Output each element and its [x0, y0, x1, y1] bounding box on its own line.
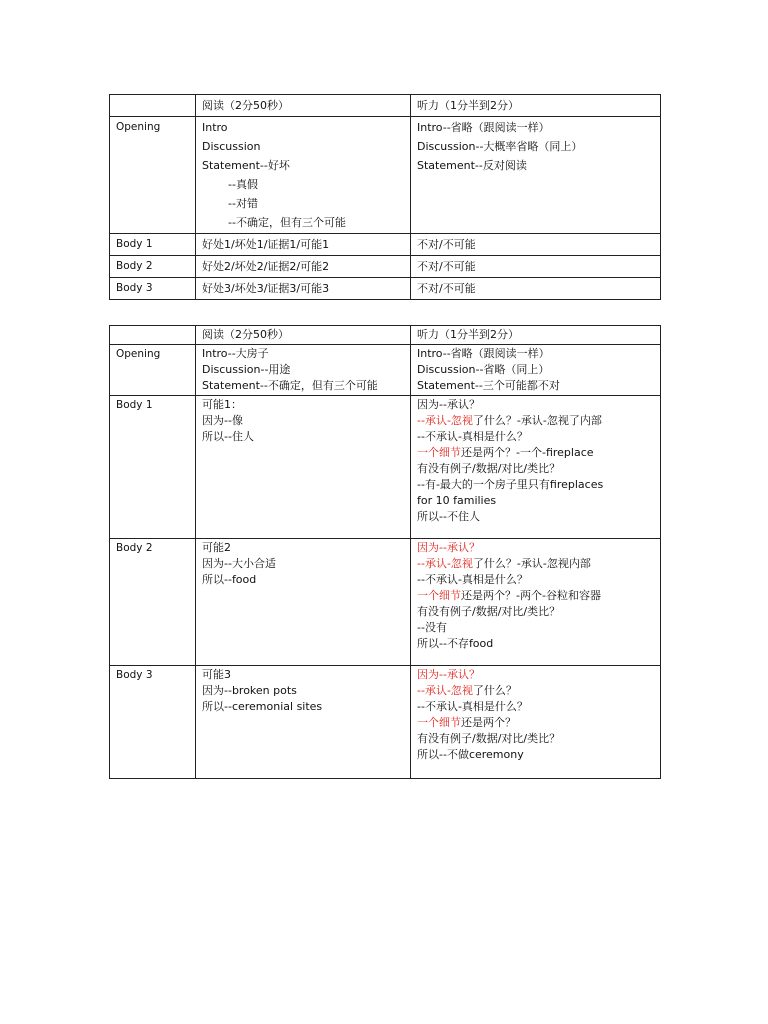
table-row-body-3	[110, 278, 661, 300]
header-cell-listening: 听力（1分半到2分）	[411, 326, 661, 345]
reading-cell: 可能2 因为--大小合适 所以--food	[196, 539, 411, 666]
table-row-body-3	[110, 666, 661, 779]
header-cell-empty	[110, 95, 196, 117]
header-cell-listening: 听力（1分半到2分）	[411, 95, 661, 117]
row-label: Body 1	[110, 396, 196, 539]
listening-cell: 不对/不可能	[411, 234, 661, 256]
table-row-body-2	[110, 256, 661, 278]
highlighted-text: 一个细节	[417, 716, 461, 729]
reading-cell: Intro Discussion Statement--好坏 --真假 --对错 --不确定，但有三个可能	[196, 117, 411, 234]
reading-cell: 可能1： 因为--像 所以--住人	[196, 396, 411, 539]
listening-cell: Intro--省略（跟阅读一样） Discussion--大概率省略（同上） Statement--反对阅读	[411, 117, 661, 234]
table-row-opening	[110, 345, 661, 396]
row-label: Body 2	[110, 539, 196, 666]
table-row-opening	[110, 117, 661, 234]
listening-cell: 因为--承认？ --承认-忽视了什么？ --不承认-真相是什么？ 一个细节还是两个？ 有没有例子/数据/对比/类比？ 所以--不做ceremony	[411, 666, 661, 779]
listening-cell: 因为--承认？ --承认-忽视了什么？-承认-忽视内部 --不承认-真相是什么？ 一个细节还是两个？-两个-谷粒和容器 有没有例子/数据/对比/类比？ --没有 所以--不存food	[411, 539, 661, 666]
listening-cell: 不对/不可能	[411, 256, 661, 278]
row-label: Opening	[110, 117, 196, 234]
row-label: Body 1	[110, 234, 196, 256]
reading-cell: 可能3 因为--broken pots 所以--ceremonial sites	[196, 666, 411, 779]
reading-cell: 好处1/坏处1/证据1/可能1	[196, 234, 411, 256]
reading-listening-table-2	[109, 325, 661, 779]
header-cell-reading: 阅读（2分50秒）	[196, 95, 411, 117]
highlighted-text: 一个细节	[417, 589, 461, 602]
table-row-body-1	[110, 396, 661, 539]
header-cell-reading: 阅读（2分50秒）	[196, 326, 411, 345]
highlighted-text: 因为--承认？	[417, 541, 480, 554]
row-label: Body 3	[110, 666, 196, 779]
row-label: Opening	[110, 345, 196, 396]
highlighted-text: 一个细节	[417, 446, 461, 459]
table-header-row	[110, 95, 661, 117]
table-row-body-2	[110, 539, 661, 666]
header-cell-empty	[110, 326, 196, 345]
reading-cell: 好处3/坏处3/证据3/可能3	[196, 278, 411, 300]
reading-listening-table-1	[109, 94, 661, 300]
highlighted-text: --承认-忽视	[417, 414, 473, 427]
row-label: Body 2	[110, 256, 196, 278]
table-row-body-1	[110, 234, 661, 256]
highlighted-text: 因为--承认？	[417, 668, 480, 681]
listening-cell: 不对/不可能	[411, 278, 661, 300]
row-label: Body 3	[110, 278, 196, 300]
highlighted-text: --承认-忽视	[417, 684, 473, 697]
reading-cell: 好处2/坏处2/证据2/可能2	[196, 256, 411, 278]
listening-cell: 因为--承认？ --承认-忽视了什么？-承认-忽视了内部 --不承认-真相是什么？ 一个细节还是两个？-一个-fireplace 有没有例子/数据/对比/类比？ --有-最大的一个房子里只有fireplaces for 10 families 所以--不住人	[411, 396, 661, 539]
highlighted-text: --承认-忽视	[417, 557, 473, 570]
reading-cell: Intro--大房子 Discussion--用途 Statement--不确定，但有三个可能	[196, 345, 411, 396]
listening-cell: Intro--省略（跟阅读一样） Discussion--省略（同上） Statement--三个可能都不对	[411, 345, 661, 396]
table-header-row	[110, 326, 661, 345]
